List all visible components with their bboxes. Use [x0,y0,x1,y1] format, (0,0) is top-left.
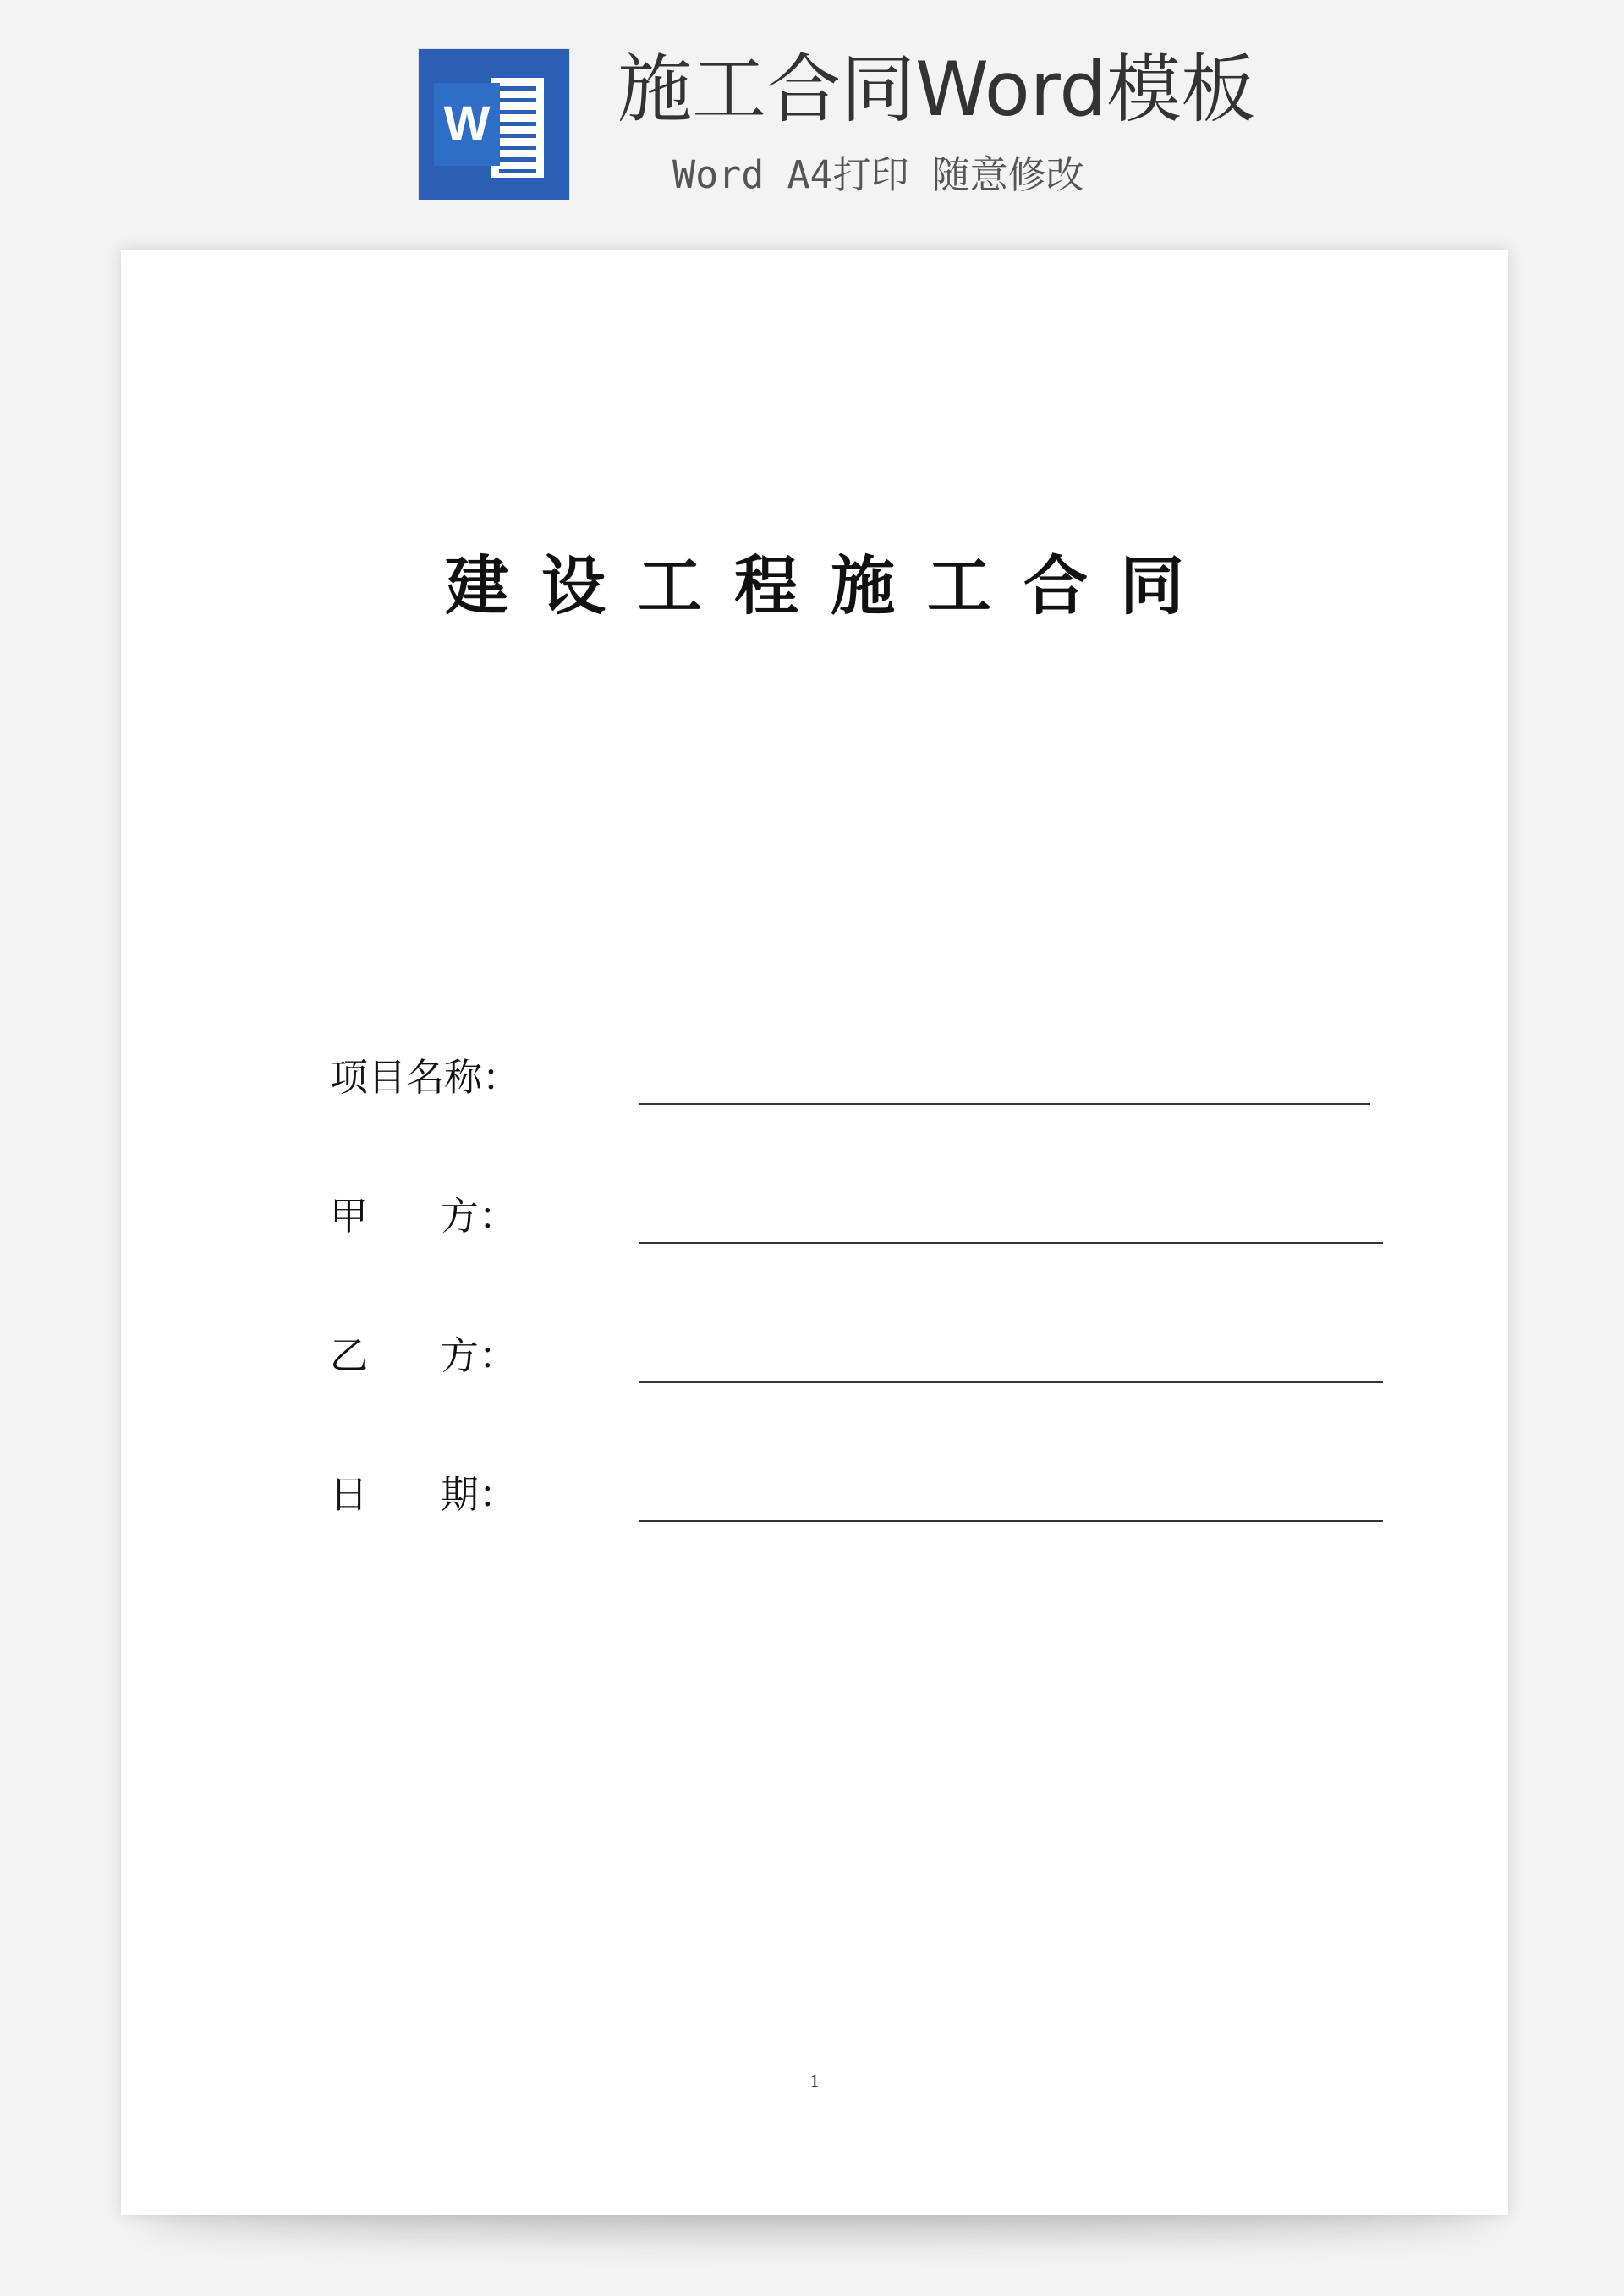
party-b-input-line [639,1381,1383,1383]
document-page [121,250,1508,2215]
page-number: 1 [809,2070,820,2091]
banner-subtitle: Word A4打印 随意修改 [672,152,1084,197]
party-a-label: 甲 方： [330,1194,517,1239]
banner-title: 施工合同Word模板 [617,46,1256,133]
word-icon [419,49,569,200]
date-field [330,1470,1387,1538]
date-label: 日 期： [330,1472,517,1517]
party-a-input-line [639,1242,1383,1244]
template-banner [0,0,1624,237]
project-name-label: 项目名称： [330,1055,521,1100]
document-title: 建设工程施工合同 [445,548,1216,623]
project-name-field [330,1053,1387,1121]
party-b-label: 乙 方： [330,1333,517,1378]
party-b-field [330,1332,1387,1399]
party-a-field [330,1192,1387,1260]
date-input-line [639,1520,1383,1522]
word-letter-icon: W [434,83,500,166]
project-name-input-line [639,1103,1370,1105]
